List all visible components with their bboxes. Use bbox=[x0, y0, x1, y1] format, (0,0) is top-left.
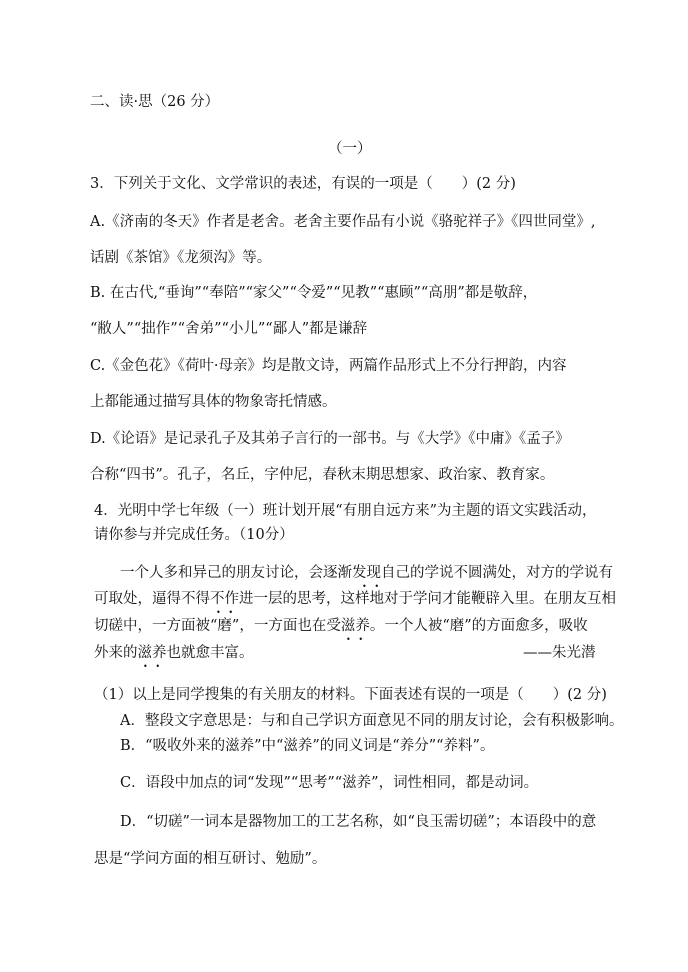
q3-option-d-line1: D.《论语》是记录孔子及其弟子言行的一部书。与《大学》《中庸》《孟子》 bbox=[90, 431, 570, 447]
part-label: （一） bbox=[328, 141, 372, 157]
section-heading: 二、读·思（26 分） bbox=[90, 94, 220, 110]
q4-stem-line1: 4．光明中学七年级（一）班计划开展“有朋自远方来”为主题的语文实践活动， bbox=[94, 503, 597, 519]
passage-line2: 可取处，逼得不得不作进一层的思考，这样地对于学问才能鞭辟入里。在朋友互相 bbox=[94, 591, 616, 607]
q4-stem-line2: 请你参与并完成任务。（10分） bbox=[94, 527, 294, 543]
q3-option-c-line2: 上都能通过描写具体的物象寄托情感。 bbox=[90, 394, 337, 410]
q3-option-b-line1: B. 在古代,“垂询”“奉陪”“家父”“令爱”“见教”“惠顾”“高朋”都是敬辞， bbox=[90, 285, 538, 301]
q3-option-b-line2: “敝人”“拙作”“舍弟”“小儿”“鄙人”都是谦辞 bbox=[90, 321, 368, 337]
q3-option-a-line1: A.《济南的冬天》作者是老舍。老舍主要作品有小说《骆驼祥子》《四世同堂》, bbox=[90, 214, 596, 230]
passage-line3: 切磋中，一方面被“磨”，一方面也在受滋养。一个人被“磨”的方面愈多，吸收 bbox=[94, 618, 588, 634]
emphasis-dots-line4: • • bbox=[143, 662, 161, 671]
sub1-option-d-line2: 思是“学问方面的相互研讨、勉励”。 bbox=[94, 851, 327, 867]
q3-option-c-line1: C.《金色花》《荷叶·母亲》均是散文诗，两篇作品形式上不分行押韵，内容 bbox=[90, 358, 567, 374]
q3-stem: 3．下列关于文化、文学常识的表述，有误的一项是（ ）(2 分) bbox=[90, 176, 516, 192]
emphasis-dots-sikao: • • bbox=[216, 608, 234, 617]
sub1-option-b: B．“吸收外来的滋养”中“滋养”的同义词是“养分”“养料”。 bbox=[120, 738, 495, 754]
emphasis-dots-fasian: • • bbox=[362, 582, 380, 591]
passage-line1: 一个人多和异己的朋友讨论，会逐渐发现自己的学说不圆满处，对方的学说有 bbox=[120, 565, 613, 581]
passage-line4: 外来的滋养也就愈丰富。 bbox=[94, 645, 254, 661]
q3-option-d-line2: 合称“四书”。孔子，名丘，字仲尼，春秋末期思想家、政治家、教育家。 bbox=[90, 467, 555, 483]
sub1-option-a: A．整段文字意思是：与和自己学识方面意见不同的朋友讨论，会有积极影响。 bbox=[120, 713, 624, 729]
emphasis-dots-ziyang: • • bbox=[346, 635, 364, 644]
sub1-stem: （1）以上是同学搜集的有关朋友的材料。下面表述有误的一项是（ ）(2 分) bbox=[94, 687, 607, 703]
sub1-option-d-line1: D．“切磋”一词本是器物加工的工艺名称，如“良玉需切磋”；本语段中的意 bbox=[120, 814, 597, 830]
sub1-option-c: C．语段中加点的词“发现”“思考”“滋养”，词性相同，都是动词。 bbox=[120, 775, 539, 791]
passage-author: ——朱光潜 bbox=[523, 645, 596, 661]
q3-option-a-line2: 话剧《茶馆》《龙须沟》等。 bbox=[90, 250, 272, 266]
